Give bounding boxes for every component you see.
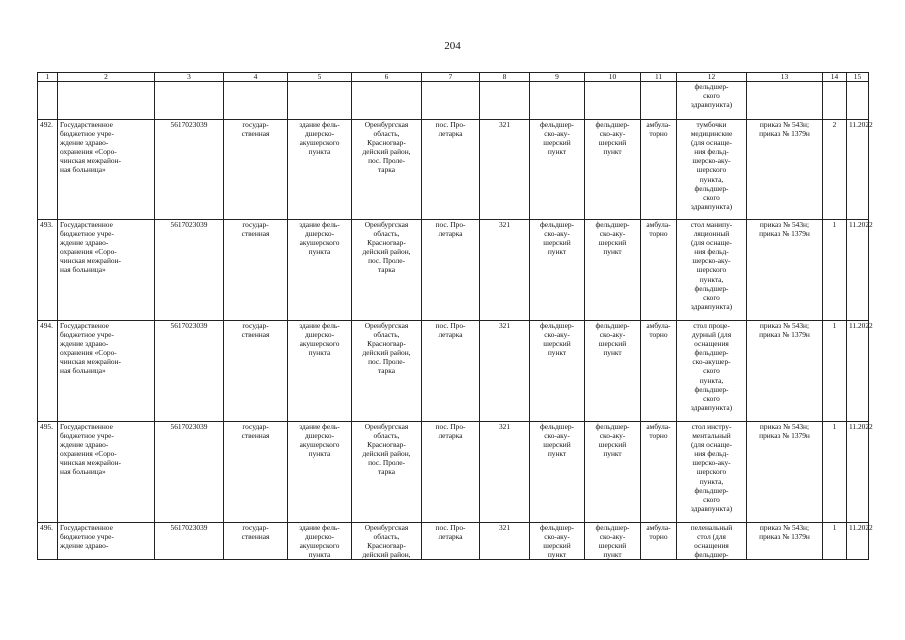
order-reference: приказ № 543н; приказ № 1379н (747, 422, 823, 523)
quantity: 1 (823, 321, 847, 422)
register-table (37, 72, 873, 560)
code: 321 (480, 120, 530, 220)
code: 321 (480, 523, 530, 560)
code: 321 (480, 422, 530, 523)
unit-primary: фельдшер- ско-аку- шерский пункт (530, 220, 585, 321)
inn: 5617023039 (155, 523, 224, 560)
date: 11.2022 (847, 422, 869, 523)
locality: пос. Про- летарка (422, 120, 480, 220)
locality: пос. Про- летарка (422, 523, 480, 560)
column-header: 3 (155, 73, 224, 82)
address: Оренбургская область, Красногвар- дейский район, пос. Проле- тарка (352, 422, 422, 523)
order-reference: приказ № 543н; приказ № 1379н (747, 120, 823, 220)
ownership: государ- ственная (224, 220, 288, 321)
quantity: 2 (823, 120, 847, 220)
address: Оренбургская область, Красногвар- дейский район, пос. Проле- тарка (352, 220, 422, 321)
unit-primary: фельдшер- ско-аку- шерский пункт (530, 422, 585, 523)
locality: пос. Про- летарка (422, 321, 480, 422)
unit-secondary: фельдшер- ско-аку- шерский пункт (585, 523, 641, 560)
unit-primary: фельдшер- ско-аку- шерский пункт (530, 321, 585, 422)
building: здание фель- дшерско- акушерского пункта (288, 422, 352, 523)
locality: пос. Про- летарка (422, 220, 480, 321)
table-row (38, 220, 869, 321)
building: здание фель- дшерско- акушерского пункта (288, 120, 352, 220)
quantity: 1 (823, 523, 847, 560)
address: Оренбургская область, Красногвар- дейский район, (352, 523, 422, 560)
building: здание фель- дшерско- акушерского пункта (288, 523, 352, 560)
column-header: 15 (847, 73, 869, 82)
equipment-item: стол проце- дурный (для оснащения фельдшер- ско-акушер- ского пункта, фельдшер- ского здравпункта) (677, 321, 747, 422)
header-row (38, 73, 869, 82)
equipment-item: стол манипу- ляционный (для оснаще- ния фельд- шерско-аку- шерского пункта, фельдшер- ского здравпункта) (677, 220, 747, 321)
building: здание фель- дшерско- акушерского пункта (288, 220, 352, 321)
row-number: 496. (38, 523, 58, 560)
table-row (38, 120, 869, 220)
organization-name: Государственное бюджетное учре- ждение здраво- (58, 523, 155, 560)
address: Оренбургская область, Красногвар- дейский район, пос. Проле- тарка (352, 120, 422, 220)
unit-secondary: фельдшер- ско-аку- шерский пункт (585, 321, 641, 422)
table-row (38, 422, 869, 523)
unit-primary: фельдшер- ско-аку- шерский пункт (530, 523, 585, 560)
inn: 5617023039 (155, 120, 224, 220)
building: здание фель- дшерско- акушерского пункта (288, 321, 352, 422)
row-number: 495. (38, 422, 58, 523)
column-header: 14 (823, 73, 847, 82)
order-reference: приказ № 543н; приказ № 1379н (747, 220, 823, 321)
equipment-item: тумбочки медицинские (для оснаще- ния фельд- шерско-аку- шерского пункта, фельдшер- ского здравпункта) (677, 120, 747, 220)
column-header: 9 (530, 73, 585, 82)
code: 321 (480, 321, 530, 422)
continuation-row (38, 82, 869, 120)
row-number: 494. (38, 321, 58, 422)
order-reference: приказ № 543н; приказ № 1379н (747, 523, 823, 560)
care-type: амбула- торно (641, 220, 677, 321)
page-number: 204 (444, 40, 461, 52)
column-header: 8 (480, 73, 530, 82)
table-row (38, 321, 869, 422)
continuation-text: фельдшер- ского здравпункта) (677, 82, 747, 120)
order-reference: приказ № 543н; приказ № 1379н (747, 321, 823, 422)
care-type: амбула- торно (641, 321, 677, 422)
column-header: 5 (288, 73, 352, 82)
column-header: 7 (422, 73, 480, 82)
row-number: 492. (38, 120, 58, 220)
quantity: 1 (823, 422, 847, 523)
unit-secondary: фельдшер- ско-аку- шерский пункт (585, 220, 641, 321)
equipment-item: пеленальный стол (для оснащения фельдшер- (677, 523, 747, 560)
quantity: 1 (823, 220, 847, 321)
column-header: 12 (677, 73, 747, 82)
unit-primary: фельдшер- ско-аку- шерский пункт (530, 120, 585, 220)
organization-name: Государственое бюджетное учре- ждение здраво- охранения «Соро- чинская межрайон- ная больница» (58, 321, 155, 422)
ownership: государ- ственная (224, 120, 288, 220)
column-header: 13 (747, 73, 823, 82)
care-type: амбула- торно (641, 120, 677, 220)
date: 11.2022 (847, 523, 869, 560)
column-header: 6 (352, 73, 422, 82)
equipment-item: стол инстру- ментальный (для оснаще- ния фельд- шерско-аку- шерского пункта, фельдшер- ского здравпункта) (677, 422, 747, 523)
ownership: государ- ственная (224, 523, 288, 560)
column-header: 2 (58, 73, 155, 82)
organization-name: Государственное бюджетное учре- ждение здраво- охранения «Соро- чинская межрайон- ная больница» (58, 220, 155, 321)
row-number: 493. (38, 220, 58, 321)
column-header: 11 (641, 73, 677, 82)
code: 321 (480, 220, 530, 321)
address: Оренбургская область, Красногвар- дейский район, пос. Проле- тарка (352, 321, 422, 422)
column-header: 1 (38, 73, 58, 82)
care-type: амбула- торно (641, 422, 677, 523)
care-type: амбула- торно (641, 523, 677, 560)
organization-name: Государственное бюджетное учре- ждение здраво- охранения «Соро- чинская межрайон- ная больница» (58, 422, 155, 523)
table-row (38, 523, 869, 560)
unit-secondary: фельдшер- ско-аку- шерский пункт (585, 120, 641, 220)
inn: 5617023039 (155, 321, 224, 422)
column-header: 4 (224, 73, 288, 82)
column-header: 10 (585, 73, 641, 82)
unit-secondary: фельдшер- ско-аку- шерский пункт (585, 422, 641, 523)
ownership: государ- ственная (224, 321, 288, 422)
locality: пос. Про- летарка (422, 422, 480, 523)
date: 11.2022 (847, 220, 869, 321)
date: 11.2022 (847, 120, 869, 220)
inn: 5617023039 (155, 422, 224, 523)
inn: 5617023039 (155, 220, 224, 321)
ownership: государ- ственная (224, 422, 288, 523)
date: 11.2022 (847, 321, 869, 422)
organization-name: Государственное бюджетное учре- ждение здраво- охранения «Соро- чинская межрайон- ная больница» (58, 120, 155, 220)
